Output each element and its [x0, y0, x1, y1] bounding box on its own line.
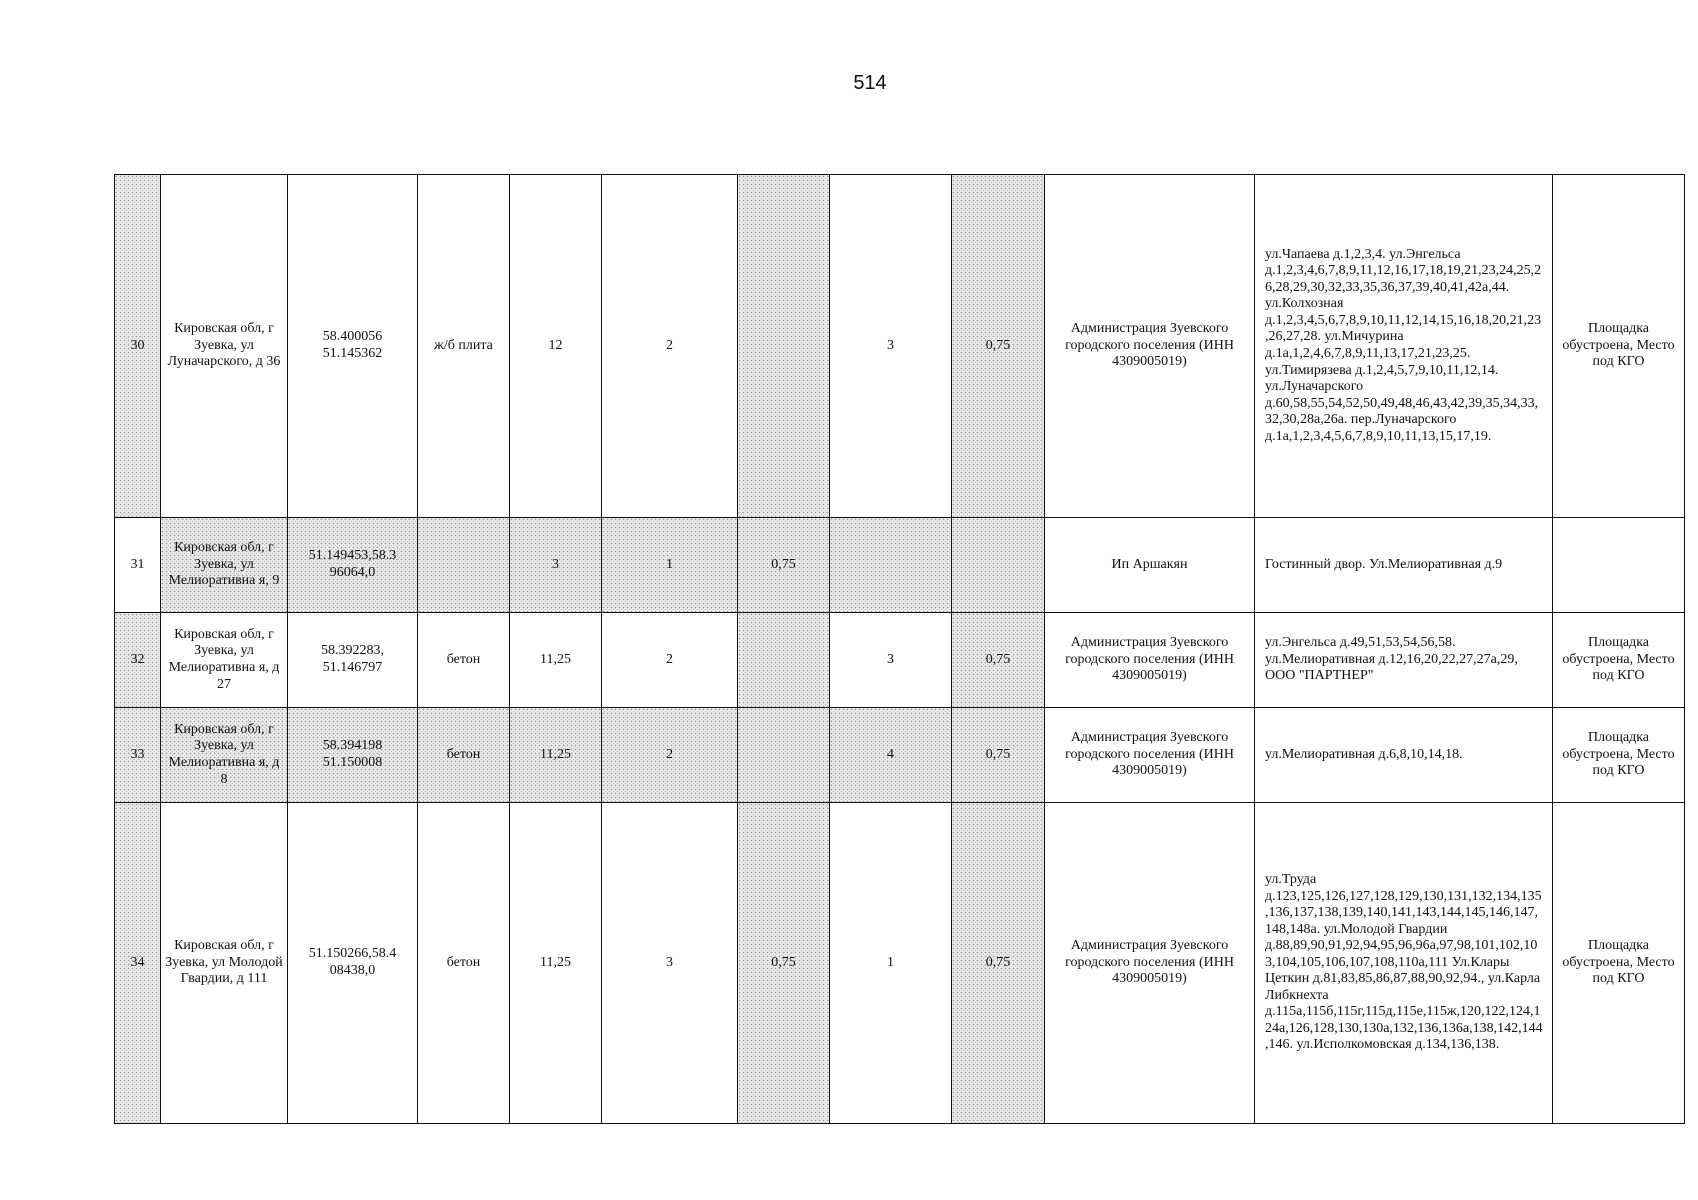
row-number: 30	[115, 175, 161, 518]
coordinates-cell: 58.392283, 51.146797	[288, 613, 418, 708]
owner-cell: Администрация Зуевского городского поселения (ИНН 4309005019)	[1045, 708, 1255, 803]
sources-cell: ул.Труда д.123,125,126,127,128,129,130,131,132,134,135,136,137,138,139,140,141,143,144,145,146,147,148,148а. ул.Молодой Гвардии д.88,89,90,91,92,94,95,96,96а,97,98,101,102,103,104,105,106,107,108,110а,111 Ул.Клары Цеткин д.81,83,85,86,87,88,90,92,94., ул.Карла Либкнехта д.115а,115б,115г,115д,115е,115ж,120,122,124,124а,126,128,130,130а,132,136,136а,138,142,144,146. ул.Исполкомовская д.134,136,138.	[1255, 803, 1553, 1124]
table-row	[115, 803, 1685, 1124]
kgo-volume-cell: 0,75	[952, 175, 1045, 518]
containers-cell: 2	[602, 175, 738, 518]
row-number: 33	[115, 708, 161, 803]
sources-cell: ул.Чапаева д.1,2,3,4. ул.Энгельса д.1,2,3,4,6,7,8,9,11,12,16,17,18,19,21,23,24,25,26,28,29,30,32,33,35,36,37,39,40,41,42а,44. ул.Колхозная д.1,2,3,4,5,6,7,8,9,10,11,12,14,15,16,18,20,21,23,26,27,28. ул.Мичурина д.1а,1,2,4,6,7,8,9,11,13,17,21,23,25. ул.Тимирязева д.1,2,4,5,7,9,10,11,12,14. ул.Луначарского д.60,58,55,54,52,50,49,48,46,43,42,39,35,34,33,32,30,28а,26а. пер.Луначарского д.1а,1,2,3,4,5,6,7,8,9,10,11,13,15,17,19.	[1255, 175, 1553, 518]
address-cell: Кировская обл, г Зуевка, ул Мелиоративна я, д 8	[161, 708, 288, 803]
status-cell: Площадка обустроена, Место под КГО	[1553, 803, 1685, 1124]
coordinates-cell: 58.400056 51.145362	[288, 175, 418, 518]
waste-sites-table	[114, 174, 1685, 1124]
coordinates-cell: 51.150266,58.4 08438,0	[288, 803, 418, 1124]
row-number: 32	[115, 613, 161, 708]
area-cell: 11,25	[510, 803, 602, 1124]
owner-cell: Ип Аршакян	[1045, 518, 1255, 613]
area-cell: 11,25	[510, 613, 602, 708]
area-cell: 3	[510, 518, 602, 613]
row-number: 31	[115, 518, 161, 613]
area-cell: 12	[510, 175, 602, 518]
volume-cell	[738, 613, 830, 708]
kgo-count-cell	[830, 518, 952, 613]
kgo-count-cell: 4	[830, 708, 952, 803]
page-number: 514	[853, 72, 887, 94]
owner-cell: Администрация Зуевского городского поселения (ИНН 4309005019)	[1045, 613, 1255, 708]
table-row	[115, 518, 1685, 613]
table-row	[115, 708, 1685, 803]
status-cell: Площадка обустроена, Место под КГО	[1553, 708, 1685, 803]
surface-cell: бетон	[418, 803, 510, 1124]
kgo-count-cell: 3	[830, 175, 952, 518]
status-cell: Площадка обустроена, Место под КГО	[1553, 613, 1685, 708]
containers-cell: 3	[602, 803, 738, 1124]
kgo-count-cell: 3	[830, 613, 952, 708]
sources-cell: ул.Энгельса д.49,51,53,54,56,58. ул.Мелиоративная д.12,16,20,22,27,27а,29, ООО "ПАРТНЕР"	[1255, 613, 1553, 708]
kgo-volume-cell: 0,75	[952, 613, 1045, 708]
containers-cell: 2	[602, 613, 738, 708]
kgo-volume-cell: 0,75	[952, 708, 1045, 803]
surface-cell: ж/б плита	[418, 175, 510, 518]
volume-cell	[738, 708, 830, 803]
address-cell: Кировская обл, г Зуевка, ул Мелиоративна я, 9	[161, 518, 288, 613]
status-cell	[1553, 518, 1685, 613]
address-cell: Кировская обл, г Зуевка, ул Луначарского, д 36	[161, 175, 288, 518]
containers-cell: 2	[602, 708, 738, 803]
address-cell: Кировская обл, г Зуевка, ул Мелиоративна я, д 27	[161, 613, 288, 708]
table-row	[115, 613, 1685, 708]
table-row	[115, 175, 1685, 518]
coordinates-cell: 51.149453,58.3 96064,0	[288, 518, 418, 613]
kgo-volume-cell	[952, 518, 1045, 613]
kgo-volume-cell: 0,75	[952, 803, 1045, 1124]
volume-cell: 0,75	[738, 518, 830, 613]
volume-cell	[738, 175, 830, 518]
volume-cell: 0,75	[738, 803, 830, 1124]
address-cell: Кировская обл, г Зуевка, ул Молодой Гвардии, д 111	[161, 803, 288, 1124]
owner-cell: Администрация Зуевского городского поселения (ИНН 4309005019)	[1045, 175, 1255, 518]
row-number: 34	[115, 803, 161, 1124]
sources-cell: ул.Мелиоративная д.6,8,10,14,18.	[1255, 708, 1553, 803]
surface-cell: бетон	[418, 708, 510, 803]
coordinates-cell: 58.394198 51.150008	[288, 708, 418, 803]
status-cell: Площадка обустроена, Место под КГО	[1553, 175, 1685, 518]
surface-cell	[418, 518, 510, 613]
kgo-count-cell: 1	[830, 803, 952, 1124]
containers-cell: 1	[602, 518, 738, 613]
sources-cell: Гостинный двор. Ул.Мелиоративная д.9	[1255, 518, 1553, 613]
surface-cell: бетон	[418, 613, 510, 708]
owner-cell: Администрация Зуевского городского поселения (ИНН 4309005019)	[1045, 803, 1255, 1124]
area-cell: 11,25	[510, 708, 602, 803]
